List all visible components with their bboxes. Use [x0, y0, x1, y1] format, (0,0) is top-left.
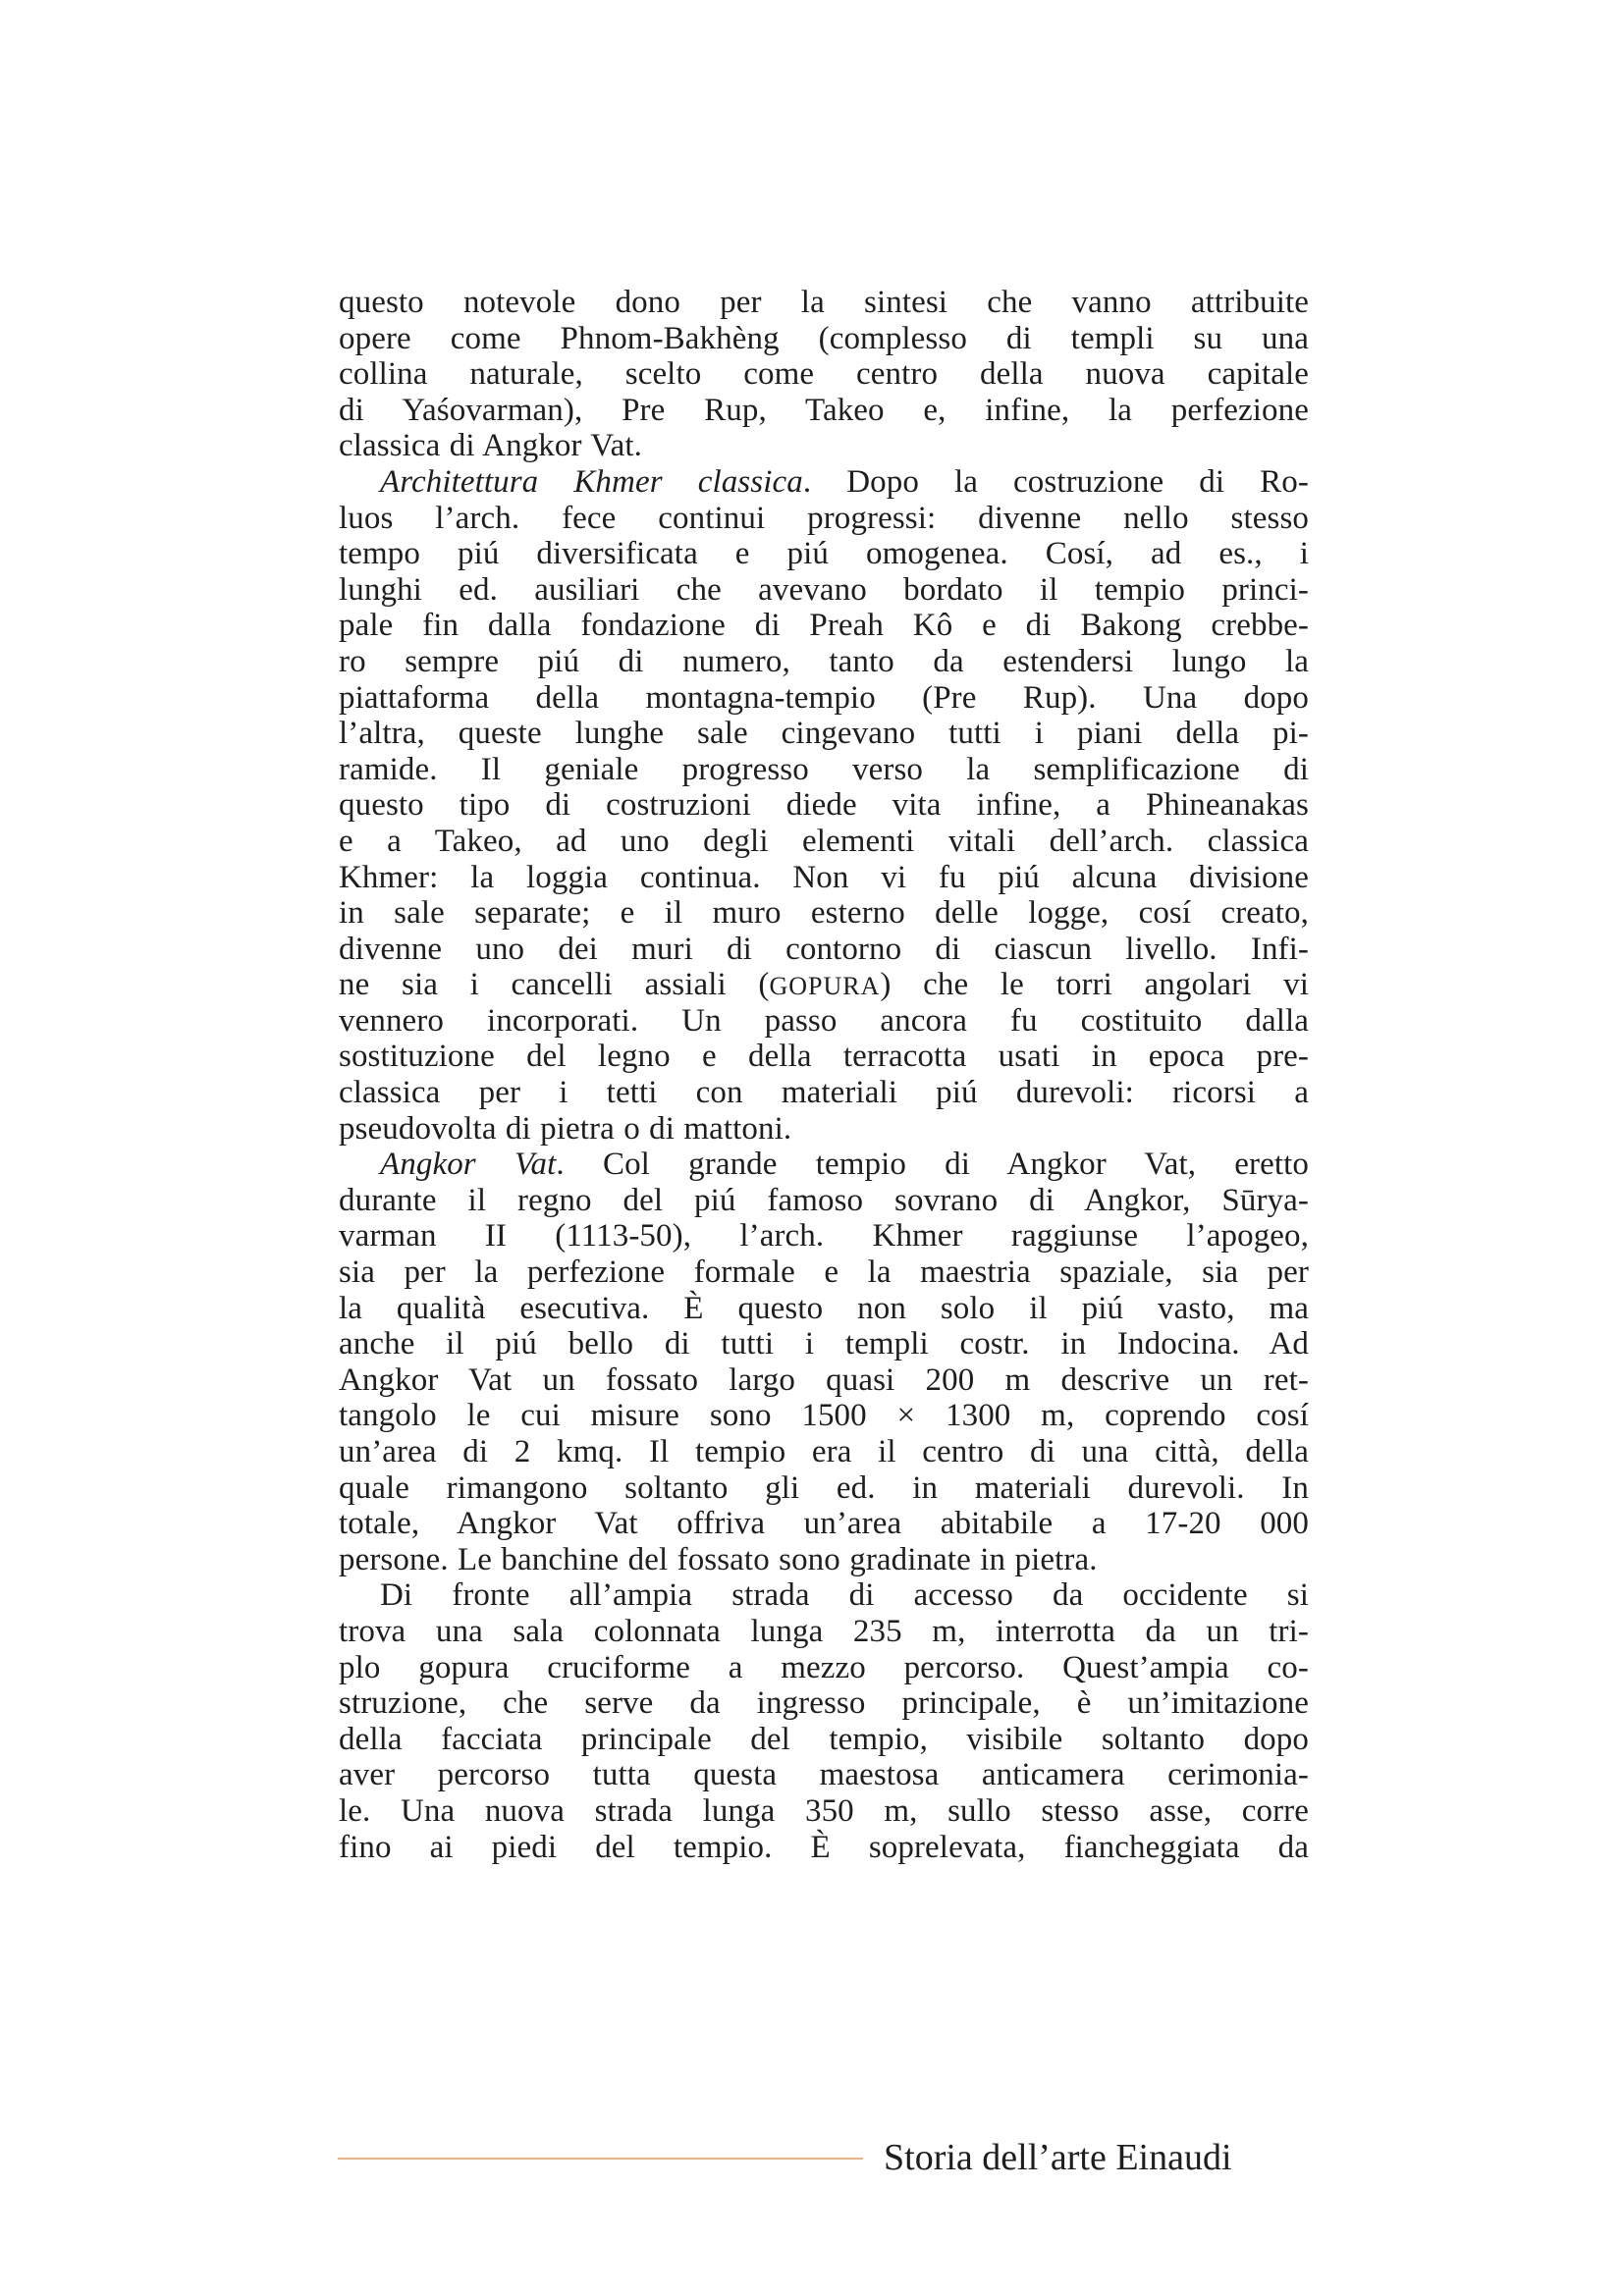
text-line: di Yaśovarman), Pre Rup, Takeo e, infine, la perfezione — [339, 392, 1309, 428]
text-line: struzione, che serve da ingresso principale, è un’imitazione — [339, 1685, 1309, 1722]
text-line: Di fronte all’ampia strada di accesso da occidente si — [380, 1577, 1309, 1614]
text-line: opere come Phnom-Bakhèng (complesso di templi su una — [339, 320, 1309, 356]
text-line: persone. Le banchine del fossato sono gradinate in pietra. — [339, 1541, 1098, 1577]
text-line: vennero incorporati. Un passo ancora fu costituito dalla — [339, 1002, 1309, 1039]
text-line: tempo piú diversificata e piú omogenea. Cosí, ad es., i — [339, 536, 1309, 572]
text-line: collina naturale, scelto come centro della nuova capitale — [339, 356, 1309, 393]
text-line: plo gopura cruciforme a mezzo percorso. Quest’ampia co- — [339, 1649, 1309, 1685]
text-line-section-heading — [339, 464, 1309, 501]
text-line: classica per i tetti con materiali piú durevoli: ricorsi a — [339, 1075, 1309, 1111]
text-line: divenne uno dei muri di contorno di ciascun livello. Infi- — [339, 931, 1309, 967]
footer-rule — [338, 2158, 863, 2160]
text-line: le. Una nuova strada lunga 350 m, sullo stesso asse, corre — [339, 1792, 1309, 1829]
text-line: tangolo le cui misure sono 1500 × 1300 m, coprendo cosí — [339, 1398, 1309, 1434]
text-line: pale fin dalla fondazione di Preah Kô e di Bakong crebbe- — [339, 608, 1309, 644]
text-line: lunghi ed. ausiliari che avevano bordato il tempio princi- — [339, 571, 1309, 608]
text-line: classica di Angkor Vat. — [339, 428, 642, 464]
text-line: fino ai piedi del tempio. È soprelevata, fiancheggiata da — [339, 1829, 1309, 1865]
text-line: totale, Angkor Vat offriva un’area abitabile a 17-20 000 — [339, 1506, 1309, 1542]
text-line-section-heading — [339, 1147, 1309, 1183]
text-run: . Dopo la costruzione di Ro- — [802, 463, 1309, 500]
footer-publication-title: Storia dell’arte Einaudi — [884, 2137, 1232, 2178]
text-run: ne sia i cancelli assiali ( — [339, 967, 770, 1003]
text-line: aver percorso tutta questa maestosa anticamera cerimonia- — [339, 1757, 1309, 1793]
text-line: sia per la perfezione formale e la maestria spaziale, sia per — [339, 1255, 1309, 1291]
text-line: questo notevole dono per la sintesi che vanno attribuite — [339, 285, 1309, 320]
text-line: della facciata principale del tempio, visibile soltanto dopo — [339, 1721, 1309, 1757]
section-heading-architettura: Architettura Khmer classica — [380, 463, 803, 500]
text-line: pseudovolta di pietra o di mattoni. — [339, 1110, 792, 1147]
text-line: e a Takeo, ad uno degli elementi vitali dell’arch. classica — [339, 823, 1309, 859]
text-line: quale rimangono soltanto gli ed. in materiali durevoli. In — [339, 1469, 1309, 1506]
text-line: varman II (1113-50), l’arch. Khmer raggiunse l’apogeo, — [339, 1218, 1309, 1255]
section-heading-angkor-vat: Angkor Vat — [380, 1147, 557, 1183]
text-line: anche il piú bello di tutti i templi costr. in Indocina. Ad — [339, 1326, 1309, 1362]
text-line: durante il regno del piú famoso sovrano di Angkor, Sūrya- — [339, 1182, 1309, 1218]
text-line: la qualità esecutiva. È questo non solo il piú vasto, ma — [339, 1290, 1309, 1326]
text-line: un’area di 2 kmq. Il tempio era il centro di una città, della — [339, 1434, 1309, 1469]
text-line: l’altra, queste lunghe sale cingevano tutti i piani della pi- — [339, 716, 1309, 752]
text-line: questo tipo di costruzioni diede vita infine, a Phineanakas — [339, 787, 1309, 824]
text-line — [339, 967, 1309, 1003]
body-text — [339, 285, 1309, 1865]
text-line: trova una sala colonnata lunga 235 m, interrotta da un tri- — [339, 1613, 1309, 1649]
text-line: ramide. Il geniale progresso verso la semplificazione di — [339, 751, 1309, 787]
text-line: Angkor Vat un fossato largo quasi 200 m descrive un ret- — [339, 1362, 1309, 1398]
text-line: in sale separate; e il muro esterno delle logge, cosí creato, — [339, 895, 1309, 932]
text-line: sostituzione del legno e della terracotta usati in epoca pre- — [339, 1039, 1309, 1075]
text-line: piattaforma della montagna-tempio (Pre Rup). Una dopo — [339, 679, 1309, 716]
small-caps-term: GOPURA — [769, 972, 881, 1001]
text-line: ro sempre piú di numero, tanto da estendersi lungo la — [339, 643, 1309, 679]
text-line: luos l’arch. fece continui progressi: divenne nello stesso — [339, 500, 1309, 536]
text-line: Khmer: la loggia continua. Non vi fu piú alcuna divisione — [339, 859, 1309, 895]
text-run: ) che le torri angolari vi — [880, 967, 1309, 1003]
text-run: . Col grande tempio di Angkor Vat, eretto — [556, 1147, 1309, 1183]
